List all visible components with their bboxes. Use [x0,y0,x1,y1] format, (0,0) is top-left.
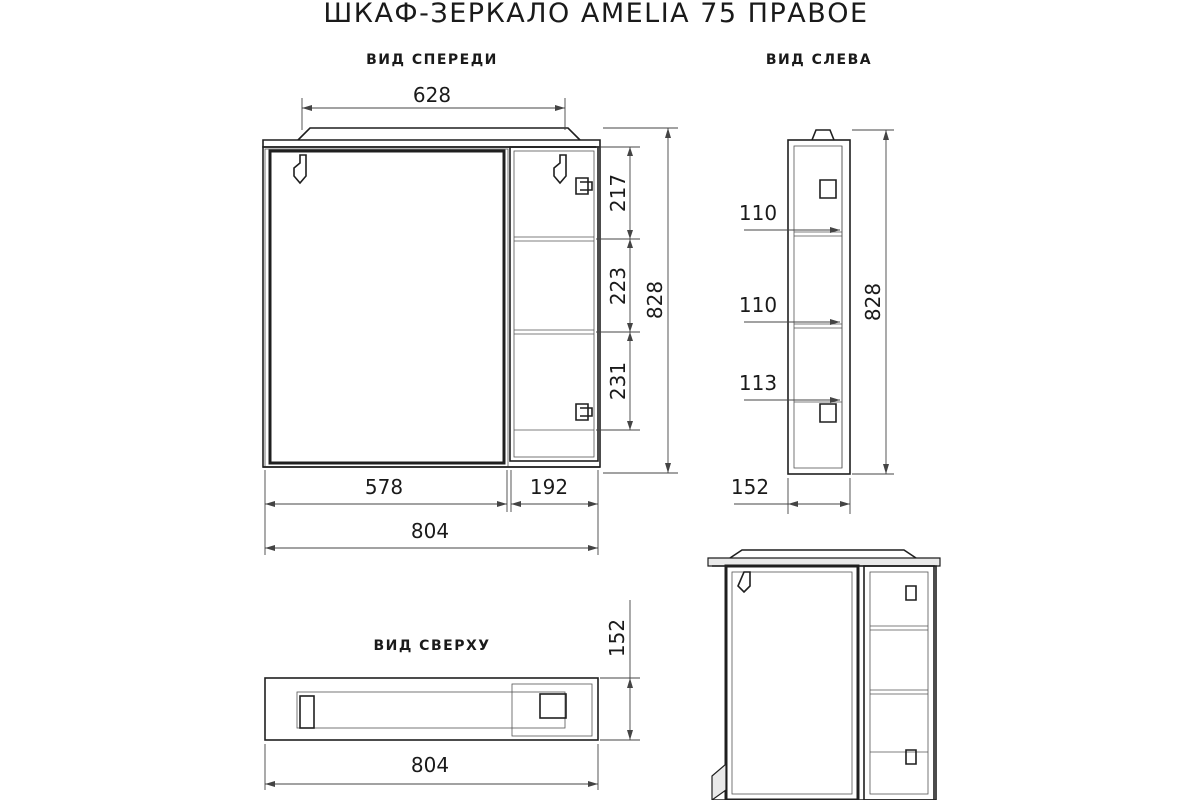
dim-front-top-width: 628 [412,83,452,107]
dim-front-mirror-width: 578 [364,475,404,499]
front-lamp [298,128,580,140]
perspective-view [708,550,940,800]
top-body [265,678,598,740]
left-view-label: ВИД СЛЕВА [765,52,873,68]
front-hinge-bottom [576,404,592,420]
dim-front-shelf-3: 231 [606,361,630,401]
dim-left-shelf-2: 110 [738,293,778,317]
left-hinge-bottom [820,404,836,422]
dim-left-shelf-3: 113 [738,371,778,395]
top-hinge [540,694,566,718]
front-hanger-right [554,155,566,183]
left-body [788,140,850,474]
dim-front-cabinet-width: 192 [529,475,569,499]
dim-top-depth: 152 [605,618,629,658]
dim-left-shelf-1: 110 [738,201,778,225]
front-body [263,147,600,467]
front-top-panel [263,140,600,147]
front-view-label: ВИД СПЕРЕДИ [366,52,498,68]
dim-front-height: 828 [643,280,667,320]
front-hanger-left [294,155,306,183]
dim-front-shelf-1: 217 [606,173,630,213]
drawing-title: ШКАФ-ЗЕРКАЛО AMELIA 75 ПРАВОЕ [323,0,869,29]
front-view [263,83,678,555]
iso-base-shelf [712,764,726,800]
iso-hanger [738,572,750,592]
top-lamp-end [300,696,314,728]
iso-hinge-top [906,586,916,600]
left-view [731,130,894,514]
dim-front-shelf-2: 223 [606,266,630,306]
dim-front-total-width: 804 [410,519,450,543]
dim-left-height: 828 [861,282,885,322]
front-mirror-door [270,151,504,463]
left-lamp [812,130,834,140]
front-hinge-top [576,178,592,194]
iso-body [712,566,936,800]
front-cabinet-inner [514,151,594,457]
top-view-label: ВИД СВЕРХУ [373,638,491,654]
dim-top-width: 804 [410,753,450,777]
front-mirror-frame [265,149,508,467]
top-view [265,600,640,790]
iso-mirror-door [726,566,858,800]
dim-left-depth: 152 [730,475,770,499]
left-hinge-top [820,180,836,198]
iso-lamp [730,550,916,558]
iso-cabinet [864,566,934,800]
